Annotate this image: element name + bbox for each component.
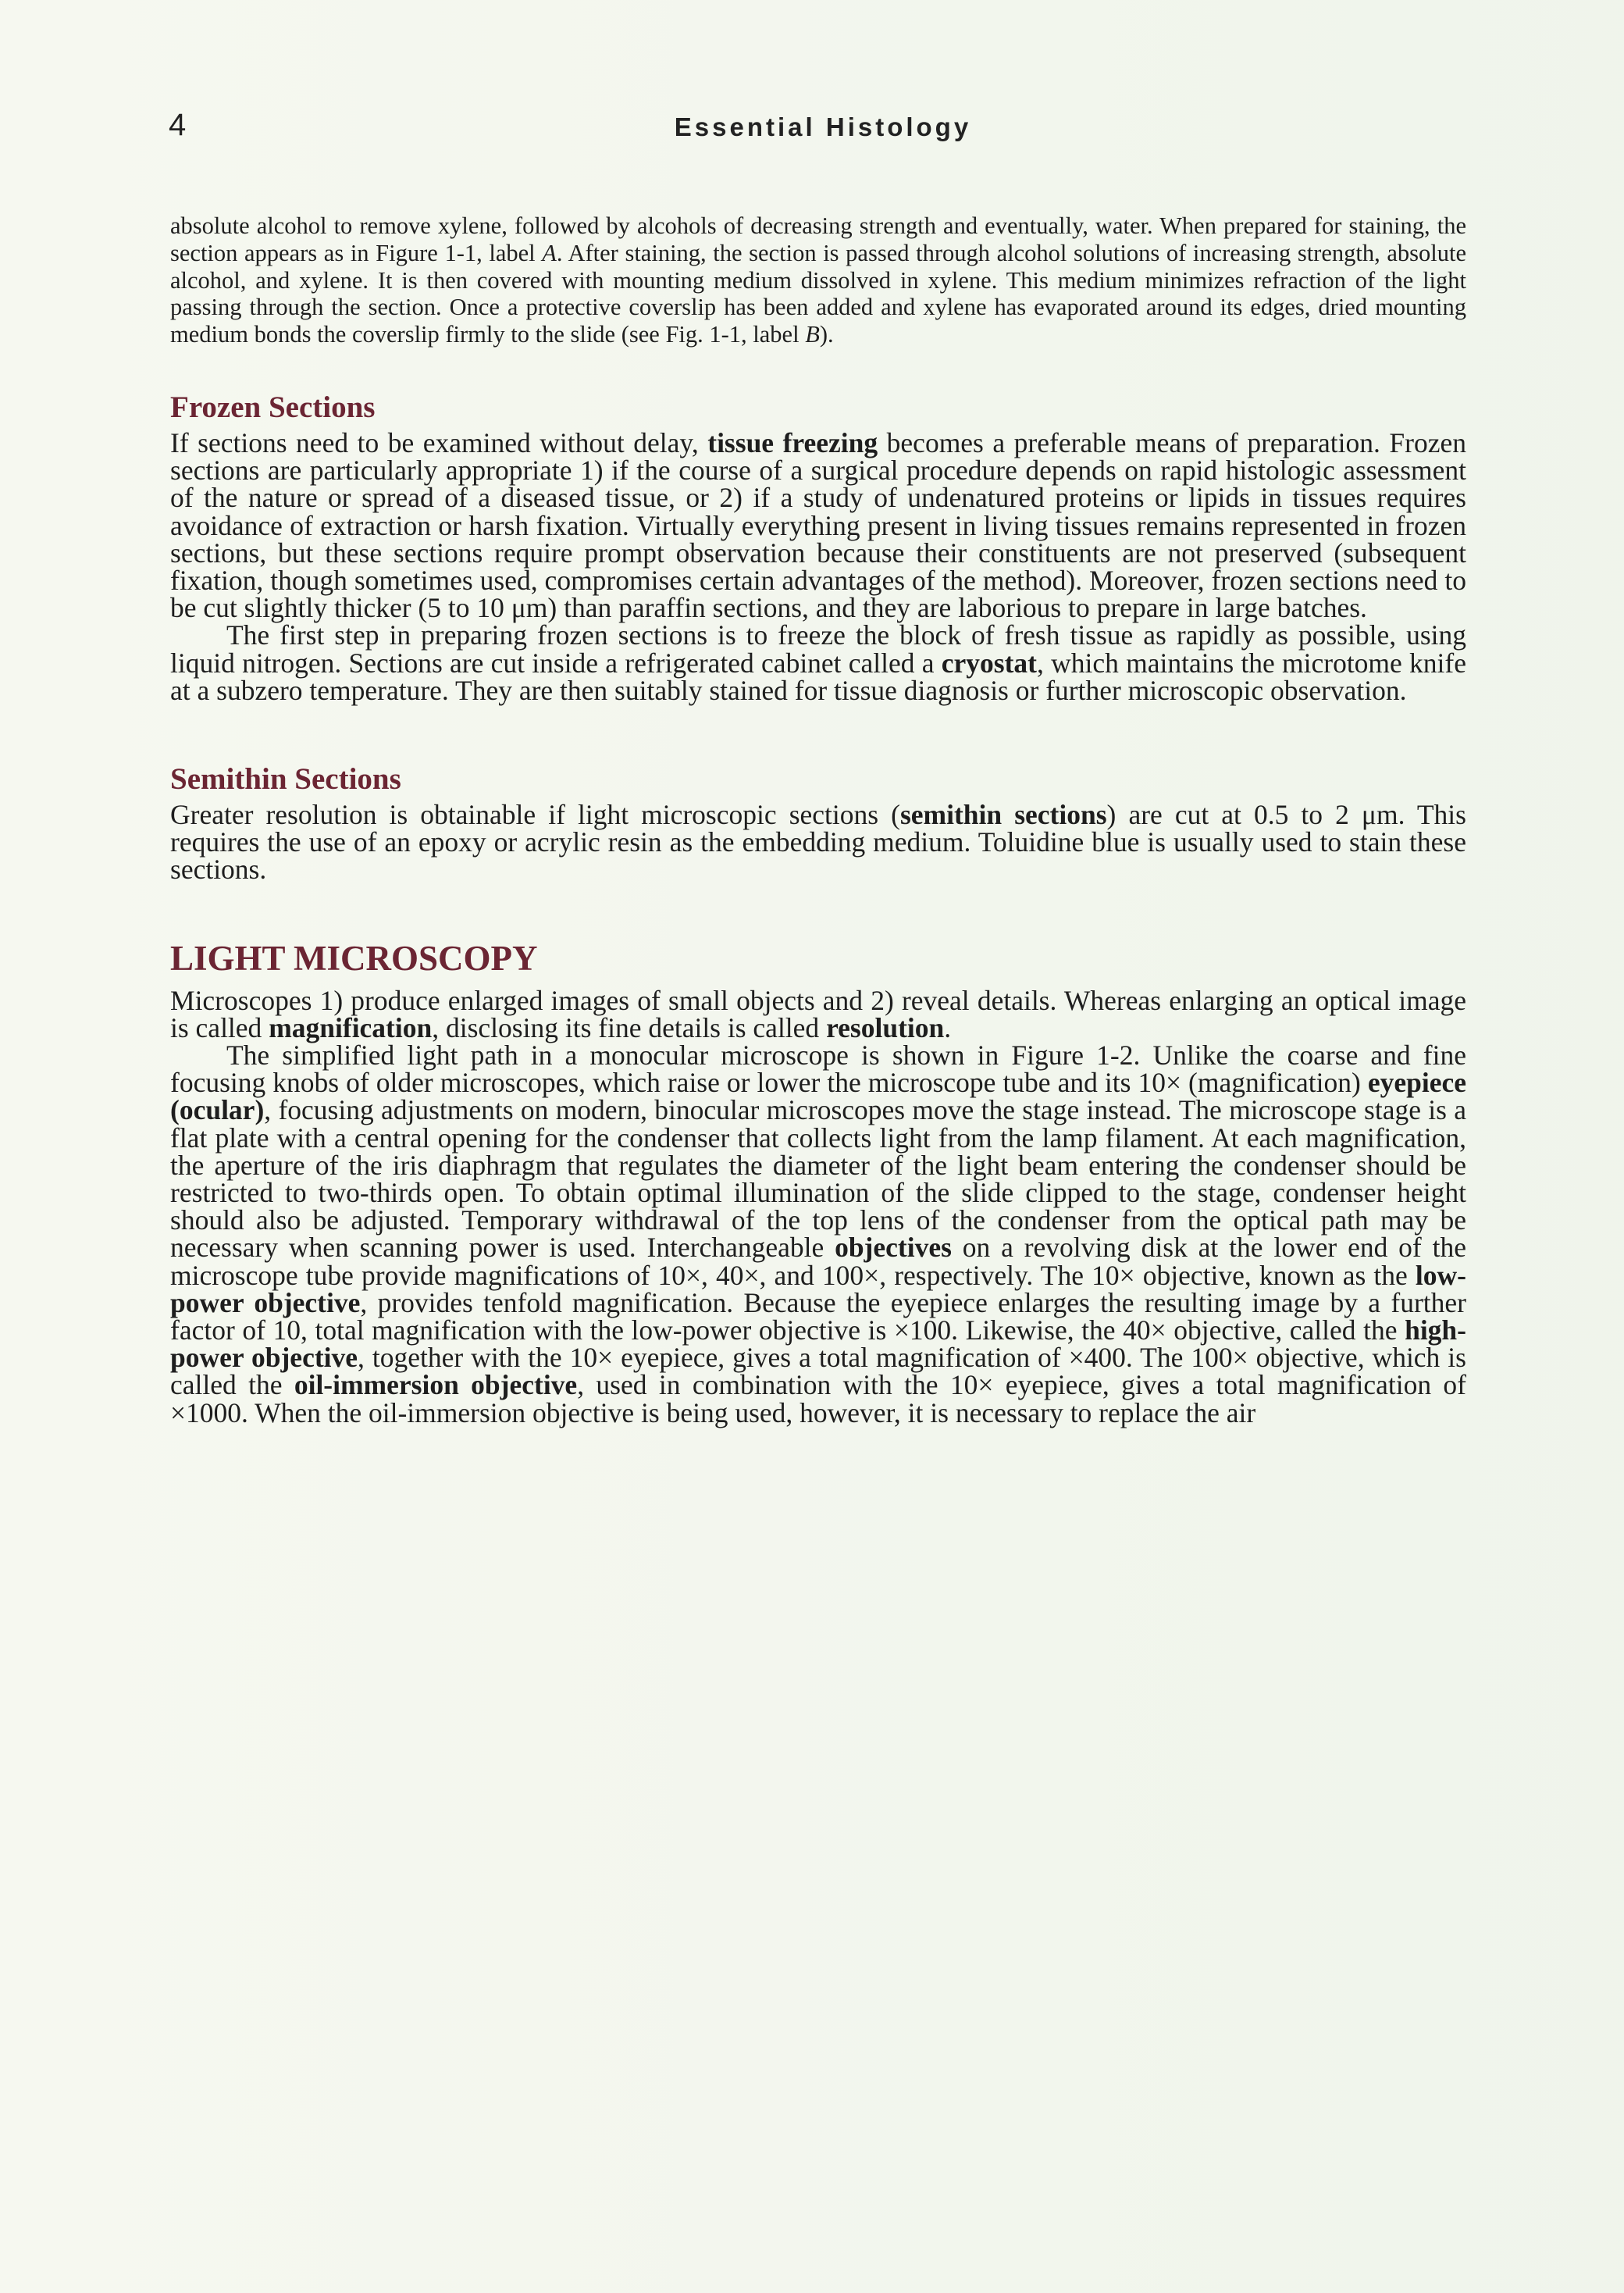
page-content xyxy=(170,212,1466,1427)
frozen-paragraph-1 xyxy=(170,426,1466,624)
light-p2-text-c: , focusing adjustments on modern, binocular microscopes move the stage instead. The microscope stage is a flat plate with a central opening for the condenser that collects light from the lamp filament. At each magnification, the aperture of the iris diaphragm that regulates the diameter of the light beam entering the condenser should be restricted to two-thirds open. To obtain optimal illumination of the slide clipped to the stage, condenser height should also be adjusted. Temporary withdrawal of the top lens of the condenser from the optical path may be necessary when scanning power is used. Interchangeable xyxy=(170,1094,1466,1264)
light-p2-text-e: on a revolving disk at the lower end of the microscope tube provide magnifications of 10×, 40×, and 100×, respectively. The 10× objective, known as the xyxy=(170,1232,1466,1291)
term-oil-immersion-objective: oil-immersion objective xyxy=(294,1369,578,1401)
light-p2-text-a: The simplified light path in a monocular microscope is shown in Figure 1-2. Unlike the coarse and fine focusing knobs of older microscopes, which raise or lower the microscope tube and its 10× (magnification) xyxy=(170,1040,1466,1099)
light-p1-text-c: , disclosing its fine details is called xyxy=(432,1011,827,1043)
semithin-paragraph xyxy=(170,801,1466,884)
light-p2-text-g: , provides tenfold magnification. Because the eyepiece enlarges the resulting image by a further factor of 10, total magnification with the low-power objective is ×100. Likewise, the 40× objective, called the xyxy=(170,1286,1466,1346)
intro-text-1: absolute alcohol to remove xylene, followed by alcohols of decreasing strength and eventually, water. When prepared for staining, the section appears as in Figure 1-1, label xyxy=(170,212,1466,266)
light-p1-text-e: . xyxy=(944,1011,952,1043)
intro-text-2: . After staining, the section is passed through alcohol solutions of increasing strength, absolute alcohol, and xylene. It is then covered with mounting medium dissolved in xylene. This medium minimizes refraction of the light passing through the section. Once a protective coverslip has been added and xylene has evaporated around its edges, dried mounting medium bonds the coverslip firmly to the slide (see Fig. 1-1, label xyxy=(170,239,1466,348)
intro-label-b: B xyxy=(805,321,820,348)
term-low-power-objective: low-power objective xyxy=(170,1259,1466,1318)
term-objectives: objectives xyxy=(835,1232,952,1264)
frozen-p2-text-a: The first step in preparing frozen sections is to freeze the block of fresh tissue as rapidly as possible, using liquid nitrogen. Sections are cut inside a refrigerated cabinet called a xyxy=(170,619,1466,679)
frozen-paragraph-2 xyxy=(170,619,1466,706)
intro-label-a: A xyxy=(542,239,557,266)
term-tissue-freezing: tissue freezing xyxy=(707,426,878,458)
light-p2-text-k: , used in combination with the 10× eyepiece, gives a total magnification of ×1000. When the oil-immersion objective is being used, however, it is necessary to replace the air xyxy=(170,1369,1466,1428)
intro-text-3: ). xyxy=(819,321,834,348)
frozen-sections-heading: Frozen Sections xyxy=(170,390,376,424)
page-header xyxy=(169,108,1477,155)
running-head: Essential Histology xyxy=(674,112,972,141)
light-p1-text-a: Microscopes 1) produce enlarged images of small objects and 2) reveal details. Whereas enlarging an optical image is called xyxy=(170,984,1466,1043)
term-cryostat: cryostat xyxy=(941,647,1038,679)
term-eyepiece: eyepiece (ocular) xyxy=(170,1067,1466,1126)
frozen-p2-text-c: , which maintains the microtome knife at a subzero temperature. They are then suitably stained for tissue diagnosis or further microscopic observation. xyxy=(170,647,1466,706)
light-paragraph-2 xyxy=(170,1042,1466,1427)
semithin-text-c: ) are cut at 0.5 to 2 μm. This requires the use of an epoxy or acrylic resin as the embedding medium. Toluidine blue is usually used to stain these sections. xyxy=(170,799,1466,886)
page-number: 4 xyxy=(169,108,187,142)
term-semithin-sections: semithin sections xyxy=(899,799,1107,831)
term-high-power-objective: high-power objective xyxy=(170,1314,1466,1374)
frozen-p1-text-a: If sections need to be examined without delay, xyxy=(170,426,708,458)
semithin-sections-heading: Semithin Sections xyxy=(170,762,401,797)
semithin-text-a: Greater resolution is obtainable if light microscopic sections ( xyxy=(170,799,900,831)
term-magnification: magnification xyxy=(269,1011,433,1043)
term-resolution: resolution xyxy=(826,1011,945,1043)
light-p2-text-i: , together with the 10× eyepiece, gives a total magnification of ×400. The 100× objective, which is called the xyxy=(170,1342,1466,1401)
frozen-p1-text-c: becomes a preferable means of preparation. Frozen sections are particularly appropriate 1) if the course of a surgical procedure depends on rapid histologic assessment of the nature or spread of a diseased tissue, or 2) if a study of undenatured proteins or lipids in tissues requires avoidance of extraction or harsh fixation. Virtually everything present in living tissues remains represented in frozen sections, but these sections require prompt observation because their constituents are not preserved (subsequent fixation, though sometimes used, compromises certain advantages of the method). Moreover, frozen sections need to be cut slightly thicker (5 to 10 μm) than paraffin sections, and they are laborious to prepare in large batches. xyxy=(170,426,1466,624)
light-paragraph-1 xyxy=(170,984,1466,1043)
light-microscopy-heading: LIGHT MICROSCOPY xyxy=(170,938,538,978)
intro-paragraph xyxy=(170,212,1466,348)
